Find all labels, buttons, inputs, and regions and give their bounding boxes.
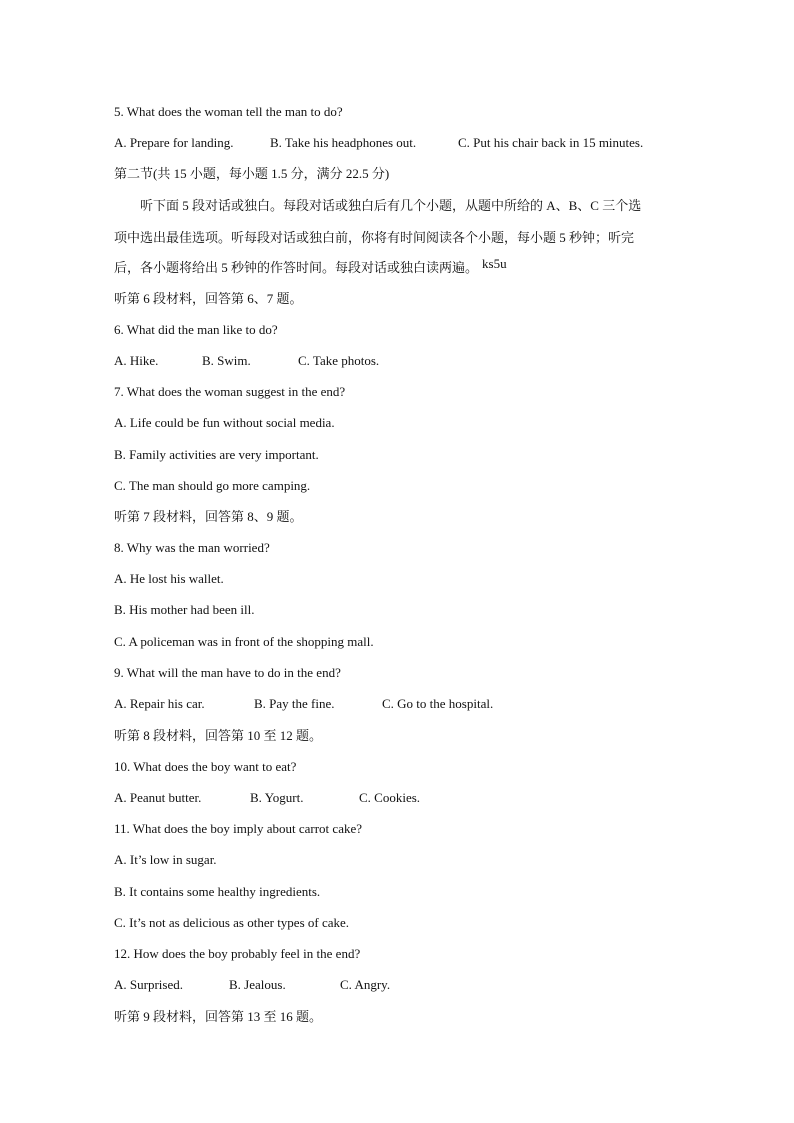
- q7-option-b: B. Family activities are very important.: [114, 447, 319, 462]
- q9-option-a: A. Repair his car.: [114, 696, 205, 711]
- q8-option-b: B. His mother had been ill.: [114, 602, 255, 617]
- q9-options: [114, 694, 493, 714]
- q7-option-c: C. The man should go more camping.: [114, 478, 311, 493]
- q5-options: [114, 133, 643, 153]
- q9-question: 9. What will the man have to do in the end?: [114, 665, 341, 680]
- q12-option-a: A. Surprised.: [114, 977, 183, 992]
- q6-option-b: B. Swim.: [202, 353, 251, 368]
- q10-option-a: A. Peanut butter.: [114, 790, 202, 805]
- section2-instructions-1: 听下面 5 段对话或独白。每段对话或独白后有几个小题，从题中所给的 A、B、C 三个选: [140, 198, 642, 213]
- q12-question: 12. How does the boy probably feel in the end?: [114, 946, 361, 961]
- q5-option-a: A. Prepare for landing.: [114, 135, 234, 150]
- q9-option-c: C. Go to the hospital.: [382, 696, 494, 711]
- q6-option-c: C. Take photos.: [298, 353, 380, 368]
- q12-option-c: C. Angry.: [340, 977, 391, 992]
- q6-question: 6. What did the man like to do?: [114, 322, 278, 337]
- material-9-instruction: 听第 9 段材料，回答第 13 至 16 题。: [114, 1009, 323, 1024]
- q11-question: 11. What does the boy imply about carrot cake?: [114, 821, 363, 836]
- section2-instructions-3-row: [114, 258, 507, 278]
- section2-instructions-3: 后，各小题将给出 5 秒钟的作答时间。每段对话或独白读两遍。: [114, 260, 479, 275]
- material-7-instruction: 听第 7 段材料，回答第 8、9 题。: [114, 509, 303, 524]
- q9-option-b: B. Pay the fine.: [254, 696, 335, 711]
- q5-option-b: B. Take his headphones out.: [270, 135, 417, 150]
- section2-heading: 第二节(共 15 小题，每小题 1.5 分，满分 22.5 分): [114, 166, 390, 181]
- material-6-instruction: 听第 6 段材料，回答第 6、7 题。: [114, 291, 303, 306]
- q8-question: 8. Why was the man worried?: [114, 540, 270, 555]
- q7-question: 7. What does the woman suggest in the end?: [114, 384, 346, 399]
- q11-option-c: C. It’s not as delicious as other types of cake.: [114, 915, 350, 930]
- q12-options: [114, 975, 390, 995]
- q6-options: [114, 351, 379, 371]
- q10-option-c: C. Cookies.: [359, 790, 421, 805]
- material-8-instruction: 听第 8 段材料，回答第 10 至 12 题。: [114, 728, 323, 743]
- q10-options: [114, 788, 420, 808]
- section2-instructions-2: 项中选出最佳选项。听每段对话或独白前，你将有时间阅读各个小题，每小题 5 秒钟；听完: [114, 230, 635, 245]
- q6-option-a: A. Hike.: [114, 353, 159, 368]
- q5-question: 5. What does the woman tell the man to do?: [114, 104, 343, 119]
- watermark-text: ks5u: [482, 256, 507, 271]
- q5-option-c: C. Put his chair back in 15 minutes.: [458, 135, 644, 150]
- q8-option-c: C. A policeman was in front of the shopping mall.: [114, 634, 374, 649]
- q8-option-a: A. He lost his wallet.: [114, 571, 224, 586]
- q11-option-a: A. It’s low in sugar.: [114, 852, 217, 867]
- q12-option-b: B. Jealous.: [229, 977, 286, 992]
- q11-option-b: B. It contains some healthy ingredients.: [114, 884, 321, 899]
- q10-option-b: B. Yogurt.: [250, 790, 304, 805]
- q10-question: 10. What does the boy want to eat?: [114, 759, 297, 774]
- q7-option-a: A. Life could be fun without social media.: [114, 415, 335, 430]
